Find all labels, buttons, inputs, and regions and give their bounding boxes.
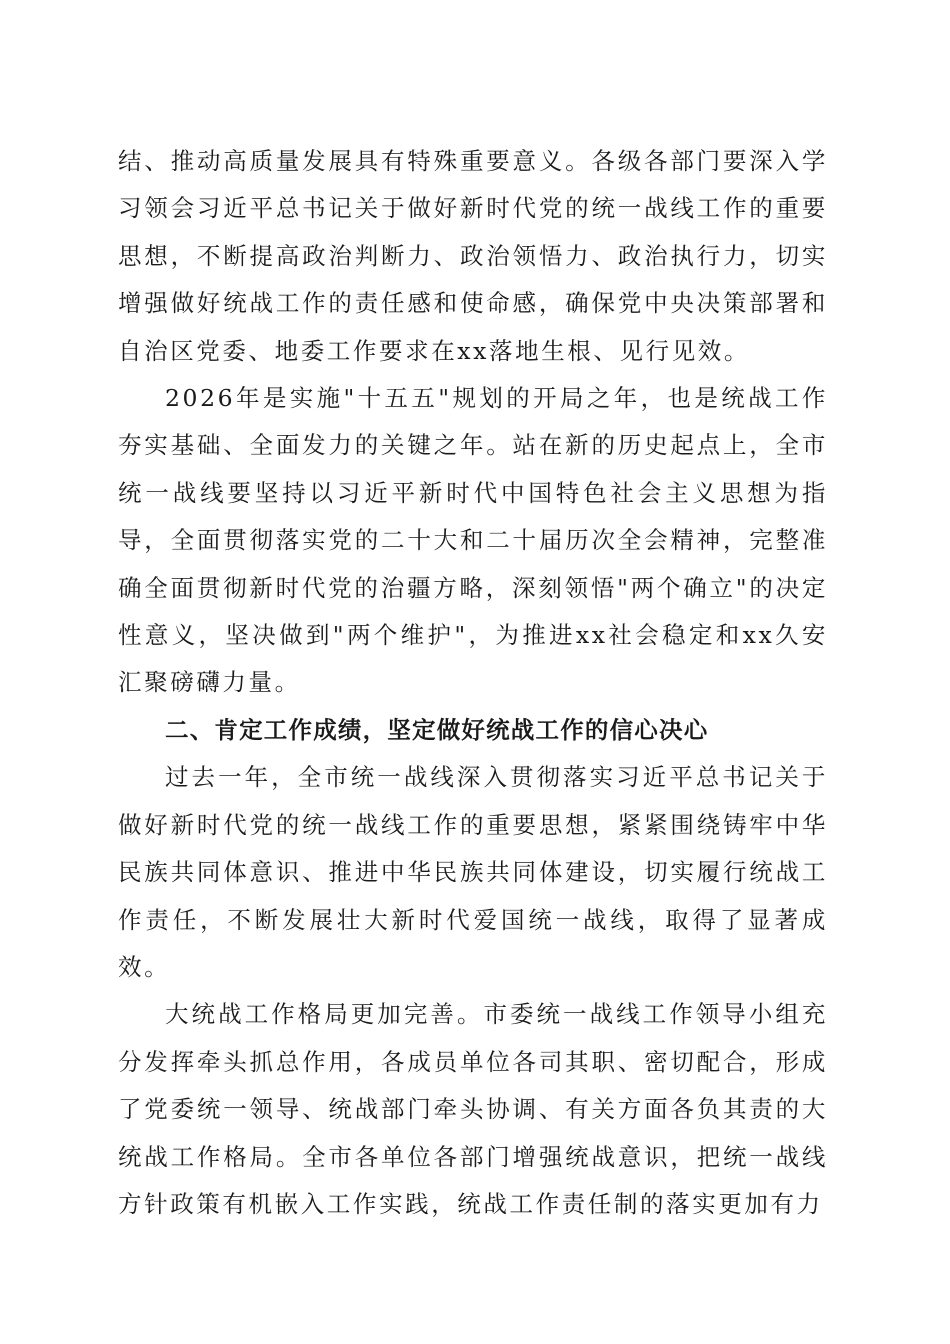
paragraph-2026-plan: 2026年是实施"十五五"规划的开局之年，也是统战工作夯实基础、全面发力的关键之年。站在新的历史起点上，全市统一战线要坚持以习近平新时代中国特色社会主义思想为指导，全面贯彻落实党的二十大和二十届历次全会精神，完整准确全面贯彻新时代党的治疆方略，深刻领悟"两个确立"的决定性意义，坚决做到"两个维护"，为推进xx社会稳定和xx久安汇聚磅礴力量。 xyxy=(118,384,828,697)
paragraph-past-year: 过去一年，全市统一战线深入贯彻落实习近平总书记关于做好新时代党的统一战线工作的重要思想，紧紧围绕铸牢中华民族共同体意识、推进中华民族共同体建设，切实履行统战工作责任，不断发展壮大新时代爱国统一战线，取得了显著成效。 xyxy=(118,763,828,981)
paragraph-continued: 结、推动高质量发展具有特殊重要意义。各级各部门要深入学习领会习近平总书记关于做好新时代党的统一战线工作的重要思想，不断提高政治判断力、政治领悟力、政治执行力，切实增强做好统战工作的责任感和使命感，确保党中央决策部署和自治区党委、地委工作要求在xx落地生根、见行见效。 xyxy=(118,147,828,365)
document-body xyxy=(118,138,828,1228)
paragraph-united-front-pattern: 大统战工作格局更加完善。市委统一战线工作领导小组充分发挥牵头抓总作用，各成员单位各司其职、密切配合，形成了党委统一领导、统战部门牵头协调、有关方面各负其责的大统战工作格局。全市各单位各部门增强统战意识，把统一战线方针政策有机嵌入工作实践，统战工作责任制的落实更加有力 xyxy=(118,1000,828,1218)
section-heading-2: 二、肯定工作成绩，坚定做好统战工作的信心决心 xyxy=(165,715,709,744)
